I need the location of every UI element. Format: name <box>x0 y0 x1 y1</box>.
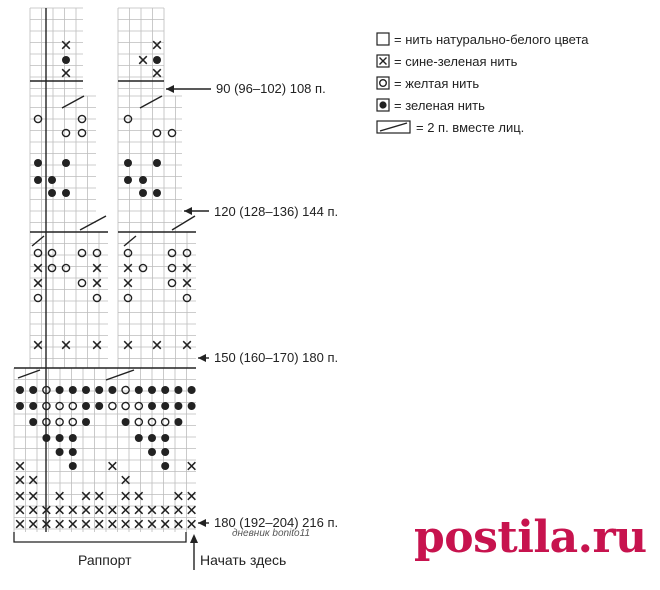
circle-mark <box>93 294 100 301</box>
circle-mark <box>122 402 129 409</box>
x-mark <box>188 506 196 514</box>
circle-mark <box>168 264 175 271</box>
circle-mark <box>34 294 41 301</box>
x-mark <box>161 520 169 528</box>
x-mark <box>109 520 117 528</box>
dot-mark <box>174 402 182 410</box>
dot-mark <box>95 386 103 394</box>
dot-mark <box>161 434 169 442</box>
circle-mark <box>69 402 76 409</box>
arrow-row-150-head <box>198 354 206 362</box>
x-mark <box>188 520 196 528</box>
circle-mark <box>162 418 169 425</box>
dot-mark <box>148 434 156 442</box>
decrease-mark <box>32 236 44 246</box>
circle-mark <box>48 264 55 271</box>
watermark-logo <box>414 512 647 563</box>
x-mark <box>95 520 103 528</box>
dot-mark <box>56 448 64 456</box>
row-label-150: 150 (160–170) 180 п. <box>214 350 339 365</box>
x-mark <box>34 341 42 349</box>
circle-mark <box>124 294 131 301</box>
decrease-mark <box>62 96 84 108</box>
circle-mark <box>168 249 175 256</box>
dot-mark <box>122 418 130 426</box>
dot-mark <box>135 434 143 442</box>
row-label-180: 180 (192–204) 216 п. <box>214 515 339 530</box>
dot-mark <box>29 402 37 410</box>
credit-text: дневник bonito11 <box>232 528 311 539</box>
x-mark <box>124 264 132 272</box>
arrow-row-120-head <box>184 207 192 215</box>
dot-mark <box>95 402 103 410</box>
x-mark <box>62 69 70 77</box>
legend-text-green: = зеленая нить <box>394 97 485 113</box>
dot-mark <box>139 176 147 184</box>
x-mark <box>161 506 169 514</box>
dot-mark <box>29 418 37 426</box>
circle-mark <box>139 264 146 271</box>
x-mark <box>29 506 37 514</box>
x-mark <box>93 264 101 272</box>
x-mark <box>16 462 24 470</box>
circle-mark <box>78 279 85 286</box>
dot-mark <box>161 386 169 394</box>
x-square-icon <box>376 54 390 68</box>
x-mark <box>135 506 143 514</box>
empty-square-icon <box>376 32 390 46</box>
dot-mark <box>148 386 156 394</box>
dot-mark <box>56 386 64 394</box>
arrow-row-180-head <box>198 519 206 527</box>
circle-mark <box>34 249 41 256</box>
circle-mark <box>168 279 175 286</box>
dot-mark <box>82 402 90 410</box>
dot-mark <box>174 418 182 426</box>
x-mark <box>29 492 37 500</box>
circle-mark <box>78 249 85 256</box>
circle-mark <box>124 249 131 256</box>
dot-mark <box>69 386 77 394</box>
circle-mark <box>93 249 100 256</box>
x-mark <box>122 520 130 528</box>
row-label-90: 90 (96–102) 108 п. <box>216 81 326 96</box>
dot-mark <box>188 386 196 394</box>
x-mark <box>69 506 77 514</box>
circle-mark <box>135 418 142 425</box>
circle-mark <box>109 402 116 409</box>
dot-mark <box>29 386 37 394</box>
x-mark <box>135 492 143 500</box>
legend-text-decrease: = 2 п. вместе лиц. <box>416 119 525 135</box>
repeat-label: Раппорт <box>78 552 132 568</box>
decrease-mark <box>106 370 134 380</box>
circle-mark <box>62 264 69 271</box>
chart-grid-top-right <box>118 8 164 96</box>
dot-mark <box>62 56 70 64</box>
dot-mark <box>161 402 169 410</box>
x-mark <box>109 462 117 470</box>
x-mark <box>188 462 196 470</box>
x-mark <box>175 506 183 514</box>
dot-mark <box>56 434 64 442</box>
x-mark <box>109 506 117 514</box>
chart-grid-top-left <box>30 8 83 96</box>
circle-mark <box>69 418 76 425</box>
legend-text-white: = нить натурально-белого цвета <box>394 31 589 47</box>
x-mark <box>95 506 103 514</box>
x-mark <box>188 492 196 500</box>
dot-mark <box>16 402 24 410</box>
circle-mark <box>122 386 129 393</box>
circle-mark <box>48 249 55 256</box>
dot-mark <box>69 434 77 442</box>
circle-square-icon <box>376 76 390 90</box>
decrease-mark <box>80 216 106 230</box>
legend-text-yellow: = желтая нить <box>394 75 480 91</box>
x-mark <box>16 506 24 514</box>
x-mark <box>122 506 130 514</box>
legend-item-decrease <box>376 118 524 136</box>
dot-mark <box>34 176 42 184</box>
x-mark <box>135 520 143 528</box>
legend-item-blue-green <box>376 52 517 70</box>
x-mark <box>69 520 77 528</box>
x-mark <box>93 279 101 287</box>
arrow-row-90-head <box>166 85 174 93</box>
x-mark <box>153 69 161 77</box>
row-label-120: 120 (128–136) 144 п. <box>214 204 339 219</box>
dot-mark <box>69 462 77 470</box>
x-mark <box>93 341 101 349</box>
dot-mark <box>42 434 50 442</box>
repeat-bracket <box>14 532 186 542</box>
x-mark <box>16 520 24 528</box>
dot-mark <box>174 386 182 394</box>
slash-rect-icon <box>376 120 412 134</box>
dot-mark <box>124 159 132 167</box>
legend-item-green <box>376 96 485 114</box>
dot-mark <box>148 448 156 456</box>
dot-mark <box>148 402 156 410</box>
x-mark <box>153 341 161 349</box>
x-mark <box>124 279 132 287</box>
watermark-text: postila.ru <box>414 512 647 563</box>
dot-square-icon <box>376 98 390 112</box>
x-mark <box>62 341 70 349</box>
dot-mark <box>124 176 132 184</box>
x-mark <box>139 56 147 64</box>
dot-mark <box>139 189 147 197</box>
dot-mark <box>153 159 161 167</box>
decrease-mark <box>140 96 162 108</box>
dot-mark <box>69 448 77 456</box>
dot-mark <box>188 402 196 410</box>
dot-mark <box>62 189 70 197</box>
x-mark <box>29 520 37 528</box>
dot-mark <box>34 159 42 167</box>
x-mark <box>122 492 130 500</box>
dot-mark <box>135 386 143 394</box>
dot-mark <box>82 386 90 394</box>
legend-text-blue-green: = сине-зеленая нить <box>394 53 518 69</box>
dot-mark <box>62 159 70 167</box>
dot-mark <box>48 176 56 184</box>
dot-mark <box>48 189 56 197</box>
dot-mark <box>82 418 90 426</box>
x-mark <box>95 492 103 500</box>
x-mark <box>175 492 183 500</box>
decrease-mark <box>124 236 136 246</box>
x-mark <box>124 341 132 349</box>
legend-item-yellow <box>376 74 479 92</box>
x-mark <box>34 279 42 287</box>
dot-mark <box>16 386 24 394</box>
dot-mark <box>153 56 161 64</box>
dot-mark <box>108 386 116 394</box>
dot-mark <box>161 448 169 456</box>
dot-mark <box>161 462 169 470</box>
circle-mark <box>135 402 142 409</box>
x-mark <box>34 264 42 272</box>
legend-item-white <box>376 30 589 48</box>
dot-mark <box>153 189 161 197</box>
x-mark <box>175 520 183 528</box>
start-arrow-head <box>190 534 198 543</box>
x-mark <box>16 492 24 500</box>
start-here-label: Начать здесь <box>200 552 287 568</box>
